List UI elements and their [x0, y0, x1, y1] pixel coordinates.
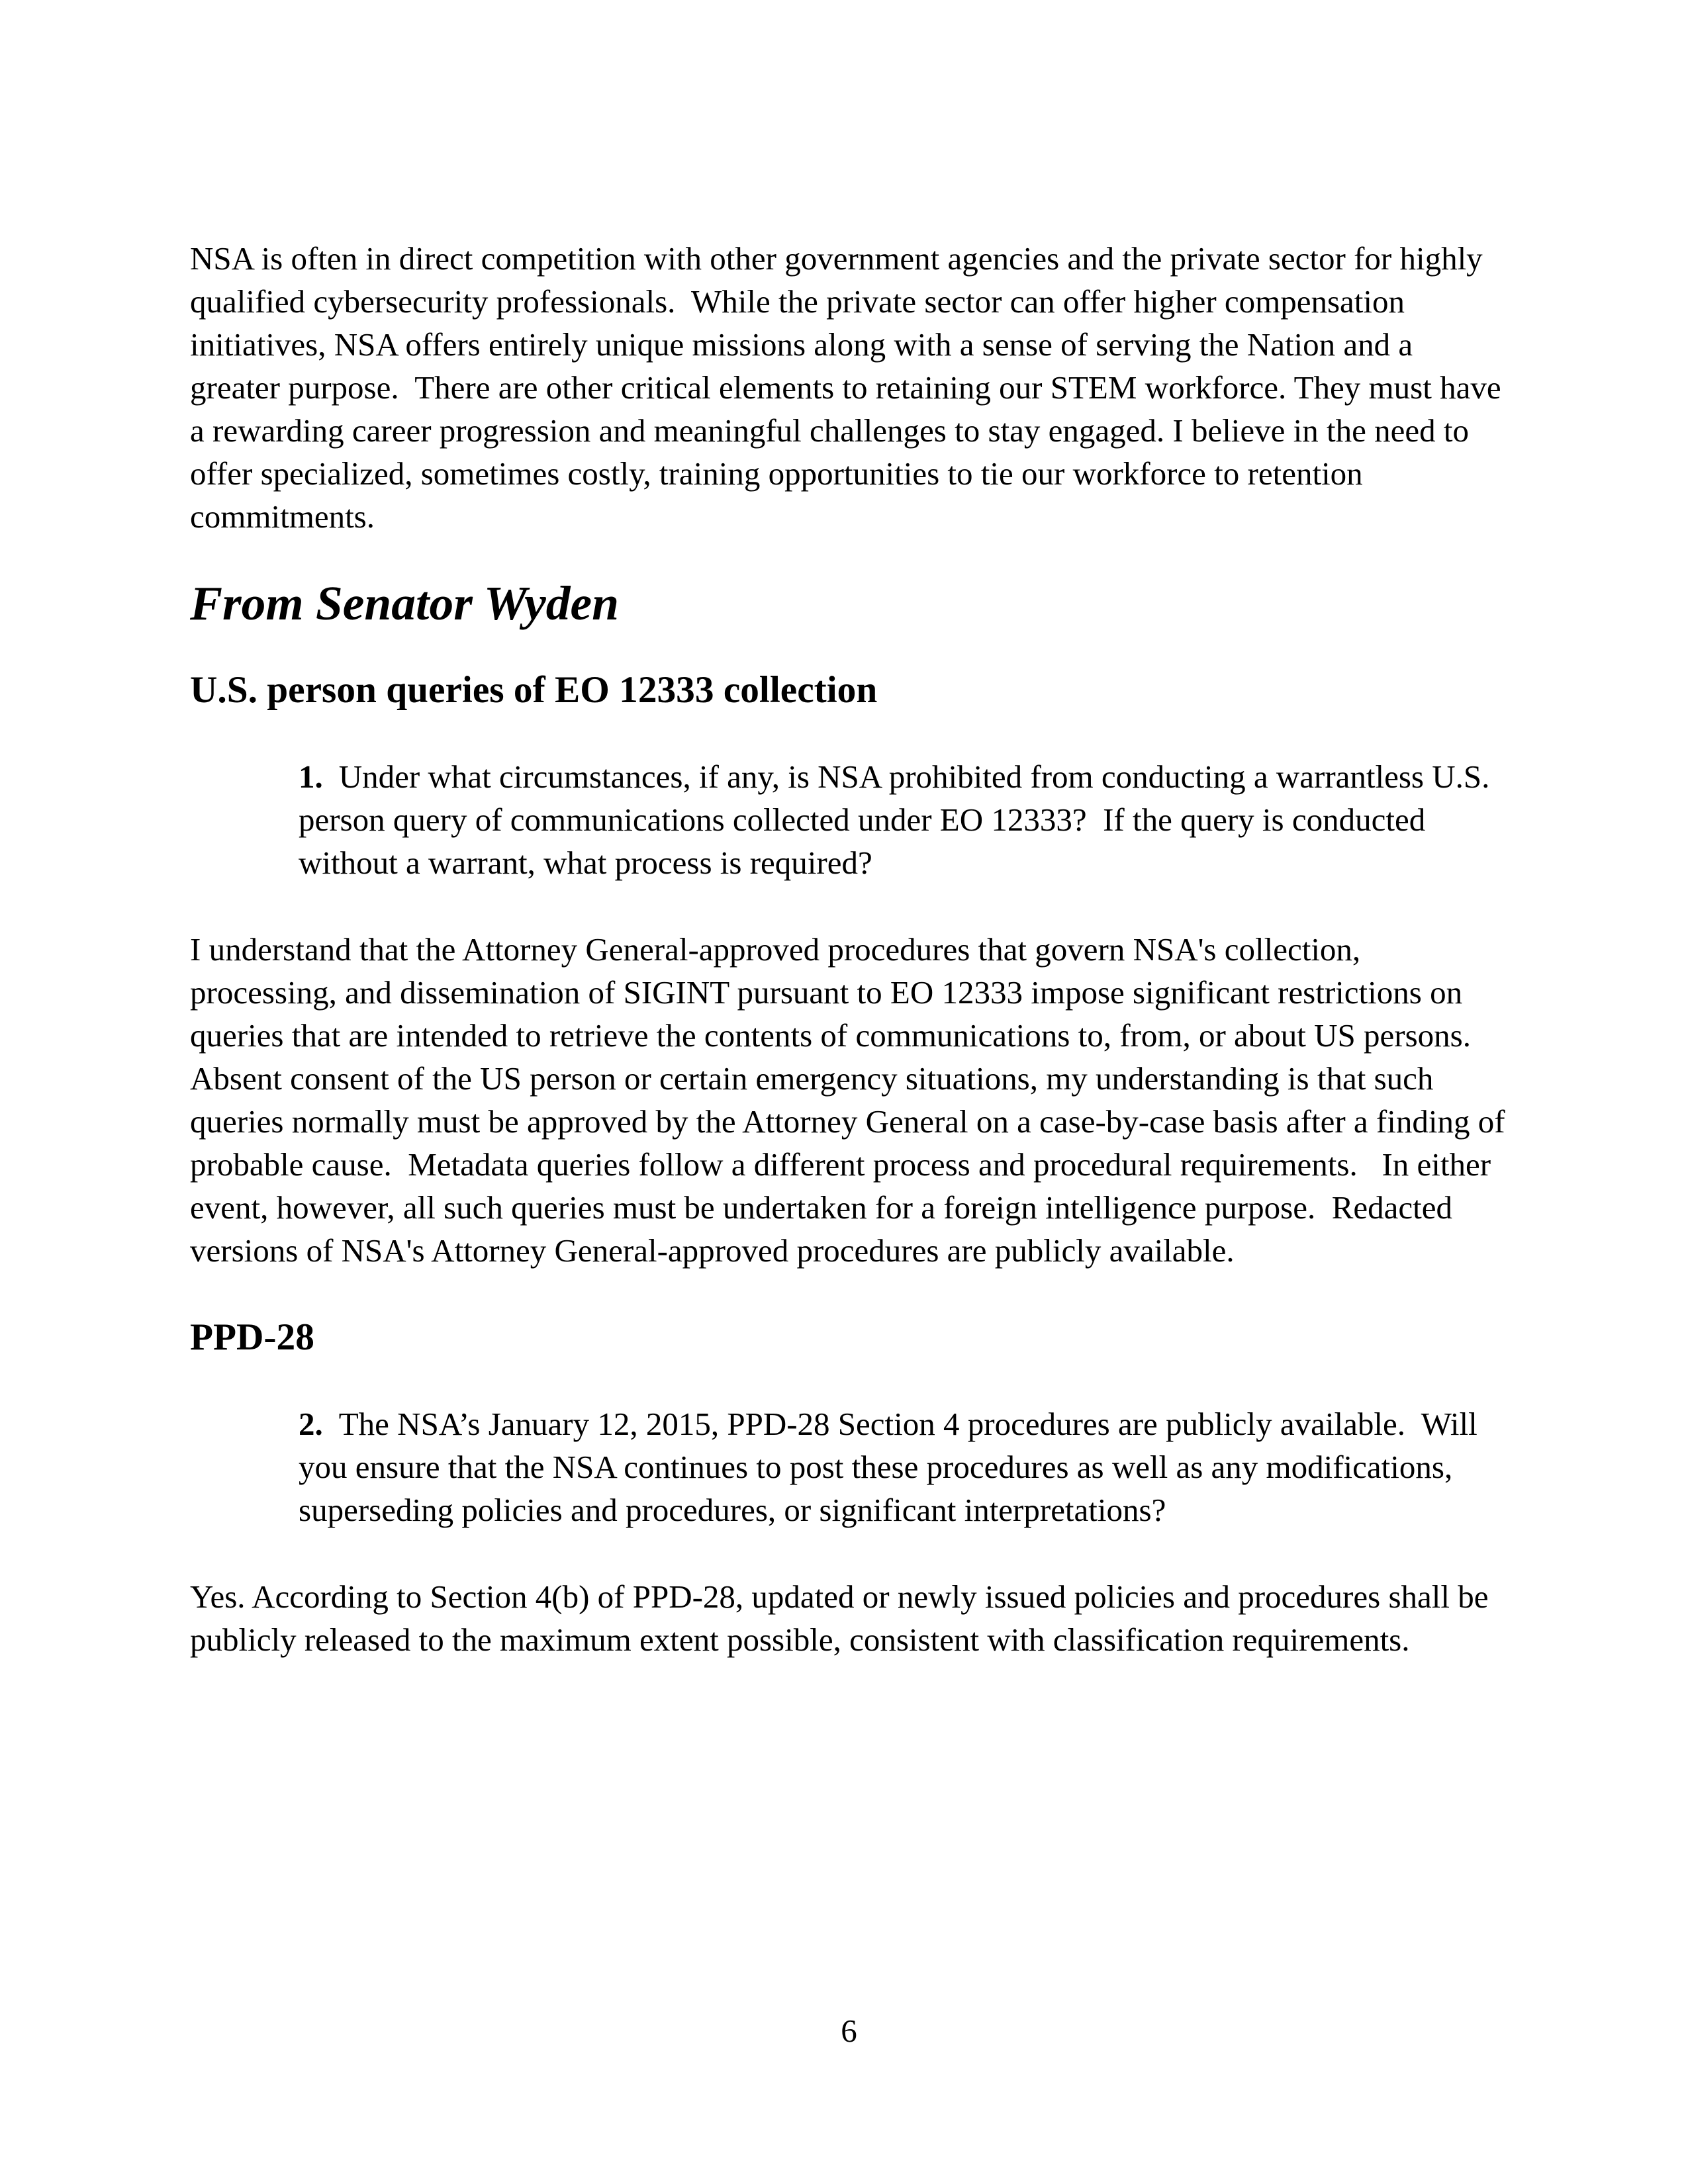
question-1 [190, 755, 1508, 884]
intro-paragraph: NSA is often in direct competition with other government agencies and the private sector for highly qualified cybersecurity professionals. While the private sector can offer higher compensation initiatives, NSA offers entirely unique missions along with a sense of serving the Nation and a greater purpose. There are other critical elements to retaining our STEM workforce. They must have a rewarding career progression and meaningful challenges to stay engaged. I believe in the need to offer specialized, sometimes costly, training opportunities to tie our workforce to retention commitments. [190, 240, 1509, 535]
question-1-number: 1. [299, 758, 323, 795]
topic-heading-us-person-queries: U.S. person queries of EO 12333 collection [190, 669, 878, 711]
topic-heading-ppd-28: PPD-28 [190, 1316, 314, 1358]
question-1-text: Under what circumstances, if any, is NSA prohibited from conducting a warrantless U.S. person query of communications collected under EO 12333? If the query is conducted without a warrant, what process is required? [299, 758, 1498, 881]
answer-1: I understand that the Attorney General-approved procedures that govern NSA's collection, processing, and dissemination of SIGINT pursuant to EO 12333 impose significant restrictions on queries that are intended to retrieve the contents of communications to, from, or about US persons. Absent consent of the US person or certain emergency situations, my understanding is that such queries normally must be approved by the Attorney General on a case-by-case basis after a finding of probable cause. Metadata queries follow a different process and procedural requirements. In either event, however, all such queries must be undertaken for a foreign intelligence purpose. Redacted versions of NSA's Attorney General-approved procedures are publicly available. [190, 931, 1513, 1269]
page-number: 6 [841, 2013, 857, 2049]
section-heading-from-senator-wyden: From Senator Wyden [190, 576, 620, 630]
question-2-text: The NSA’s January 12, 2015, PPD-28 Section 4 procedures are publicly available. Will you ensure that the NSA continues to post these procedures as well as any modifications, superseding policies and procedures, or significant interpretations? [299, 1406, 1485, 1528]
question-2-number: 2. [299, 1406, 323, 1442]
question-2 [190, 1402, 1508, 1531]
answer-2: Yes. According to Section 4(b) of PPD-28, updated or newly issued policies and procedures shall be publicly released to the maximum extent possible, consistent with classification requirements. [190, 1578, 1497, 1658]
